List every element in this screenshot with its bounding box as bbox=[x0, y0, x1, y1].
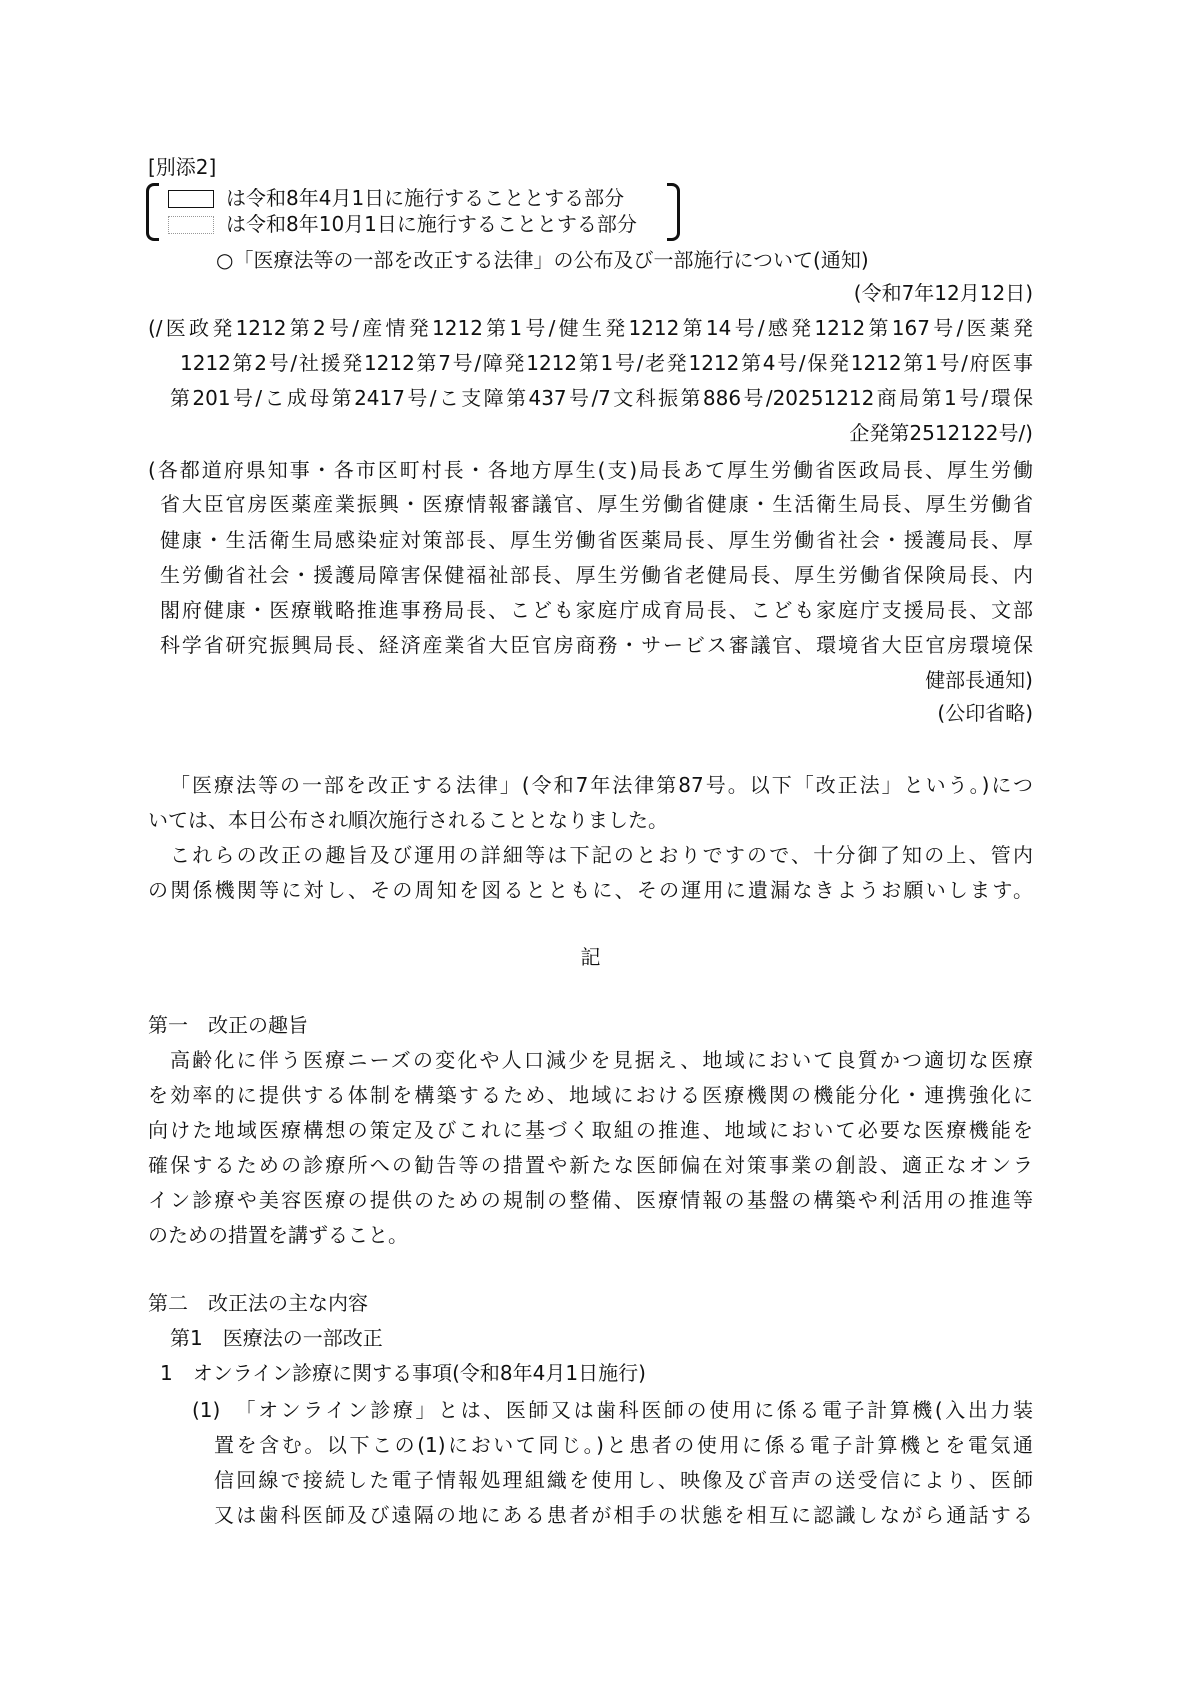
recipients-line: 閣府健康・医療戦略推進事務局長、こども家庭庁成育局長、こども家庭庁支援局長、文部 bbox=[160, 600, 1033, 620]
doc-number-line: 1212第2号/社援発1212第7号/障発1212第1号/老発1212第4号/保発1212第1号/府医事 bbox=[180, 353, 1033, 373]
document-title: ○「医療法等の一部を改正する法律」の公布及び一部施行について(通知) bbox=[216, 250, 869, 270]
recipients-line: 健部長通知) bbox=[925, 670, 1033, 690]
legend-dotted-text: は令和8年10月1日に施行することとする部分 bbox=[226, 214, 637, 234]
section2-para-line: (1) 「オンライン診療」とは、医師又は歯科医師の使用に係る電子計算機(入出力装 bbox=[192, 1400, 1033, 1420]
doc-number-line: 企発第2512122号/) bbox=[849, 423, 1033, 443]
ki-heading: 記 bbox=[580, 947, 601, 967]
recipients-line: (各都道府県知事・各市区町村長・各地方厚生(支)局長あて厚生労働省医政局長、厚生労働 bbox=[148, 460, 1033, 480]
section1-line: イン診療や美容医療の提供のための規制の整備、医療情報の基盤の構築や利活用の推進等 bbox=[148, 1190, 1033, 1210]
section2-para-line: 信回線で接続した電子情報処理組織を使用し、映像及び音声の送受信により、医師 bbox=[214, 1470, 1033, 1490]
document-date: (令和7年12月12日) bbox=[853, 283, 1033, 303]
intro-line: これらの改正の趣旨及び運用の詳細等は下記のとおりですので、十分御了知の上、管内 bbox=[170, 845, 1033, 865]
section1-line: 向けた地域医療構想の策定及びこれに基づく取組の推進、地域において必要な医療機能を bbox=[148, 1120, 1033, 1140]
section1-heading: 第一 改正の趣旨 bbox=[148, 1015, 308, 1035]
section2-heading: 第二 改正法の主な内容 bbox=[148, 1293, 368, 1313]
seal-omitted: (公印省略) bbox=[937, 703, 1033, 723]
intro-line: の関係機関等に対し、その周知を図るとともに、その運用に遺漏なきようお願いします。 bbox=[148, 880, 1033, 900]
legend-solid-text: は令和8年4月1日に施行することとする部分 bbox=[226, 188, 625, 208]
section1-line: 高齢化に伴う医療ニーズの変化や人口減少を見据え、地域において良質かつ適切な医療 bbox=[170, 1050, 1033, 1070]
section2-para-line: 又は歯科医師及び遠隔の地にある患者が相手の状態を相互に認識しながら通話する bbox=[214, 1505, 1033, 1525]
legend-dotted-box bbox=[168, 216, 214, 234]
attachment-label: [別添2] bbox=[148, 157, 217, 177]
recipients-line: 省大臣官房医薬産業振興・医療情報審議官、厚生労働省健康・生活衛生局長、厚生労働省 bbox=[160, 494, 1033, 514]
doc-number-line: 第201号/こ成母第2417号/こ支障第437号/7文科振第886号/20251212商局第1号/環保 bbox=[170, 388, 1033, 408]
section2-item: 1 オンライン診療に関する事項(令和8年4月1日施行) bbox=[160, 1363, 646, 1383]
section2-subheading: 第1 医療法の一部改正 bbox=[170, 1328, 383, 1348]
legend-solid-box bbox=[168, 190, 214, 208]
recipients-line: 健康・生活衛生局感染症対策部長、厚生労働省医薬局長、厚生労働省社会・援護局長、厚 bbox=[160, 530, 1033, 550]
doc-number-line: (/医政発1212第2号/産情発1212第1号/健生発1212第14号/感発1212第167号/医薬発 bbox=[148, 318, 1033, 338]
section1-line: を効率的に提供する体制を構築するため、地域における医療機関の機能分化・連携強化に bbox=[148, 1085, 1033, 1105]
section1-line: のための措置を講ずること。 bbox=[148, 1225, 408, 1245]
legend-bracket-right bbox=[667, 183, 680, 241]
section2-para-line: 置を含む。以下この(1)において同じ。)と患者の使用に係る電子計算機とを電気通 bbox=[214, 1435, 1033, 1455]
intro-line: 「医療法等の一部を改正する法律」(令和7年法律第87号。以下「改正法」という。)につ bbox=[170, 775, 1033, 795]
legend-bracket-left bbox=[146, 183, 159, 241]
section1-line: 確保するための診療所への勧告等の措置や新たな医師偏在対策事業の創設、適正なオンラ bbox=[148, 1155, 1033, 1175]
intro-line: いては、本日公布され順次施行されることとなりました。 bbox=[148, 810, 668, 830]
recipients-line: 科学省研究振興局長、経済産業省大臣官房商務・サービス審議官、環境省大臣官房環境保 bbox=[160, 635, 1033, 655]
recipients-line: 生労働省社会・援護局障害保健福祉部長、厚生労働省老健局長、厚生労働省保険局長、内 bbox=[160, 565, 1033, 585]
